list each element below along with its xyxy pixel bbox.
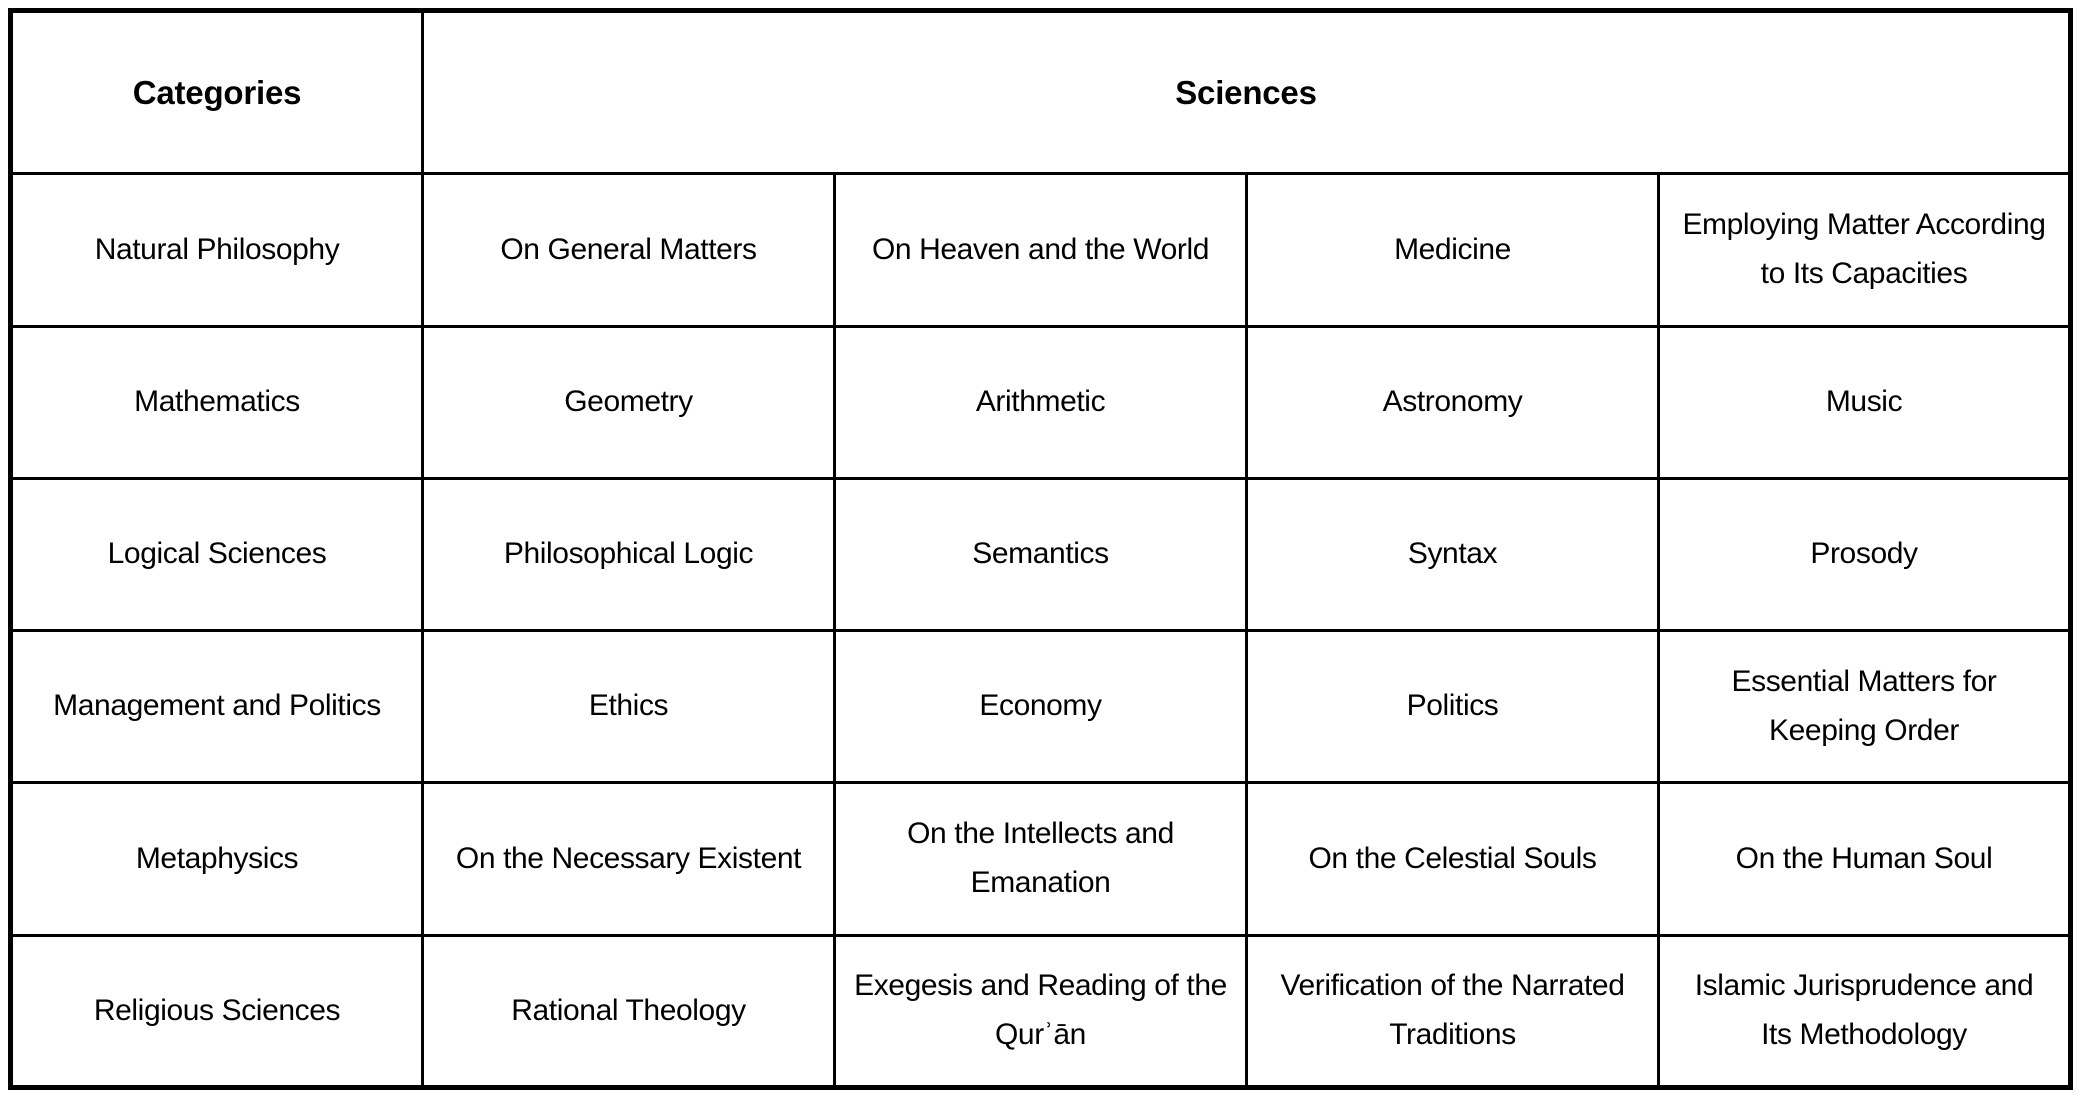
science-cell: Islamic Jurisprudence and Its Methodology xyxy=(1659,935,2071,1087)
categories-header-cell: Categories xyxy=(11,11,423,174)
science-cell: Rational Theology xyxy=(423,935,835,1087)
science-cell: Verification of the Narrated Traditions xyxy=(1247,935,1659,1087)
science-cell: Syntax xyxy=(1247,478,1659,630)
table-header-row xyxy=(11,11,2071,174)
science-cell: Geometry xyxy=(423,326,835,478)
science-cell: Ethics xyxy=(423,631,835,783)
science-cell: Essential Matters for Keeping Order xyxy=(1659,631,2071,783)
science-cell: Astronomy xyxy=(1247,326,1659,478)
science-cell: Semantics xyxy=(835,478,1247,630)
sciences-classification-table xyxy=(8,8,2073,1090)
table-row-natural-philosophy xyxy=(11,174,2071,326)
science-cell: Economy xyxy=(835,631,1247,783)
table-row-management-politics xyxy=(11,631,2071,783)
science-cell: Politics xyxy=(1247,631,1659,783)
science-cell: On the Celestial Souls xyxy=(1247,783,1659,935)
science-cell: Prosody xyxy=(1659,478,2071,630)
category-cell: Logical Sciences xyxy=(11,478,423,630)
category-cell: Mathematics xyxy=(11,326,423,478)
science-cell: On the Human Soul xyxy=(1659,783,2071,935)
science-cell: On Heaven and the World xyxy=(835,174,1247,326)
table-row-mathematics xyxy=(11,326,2071,478)
science-cell: Employing Matter According to Its Capacities xyxy=(1659,174,2071,326)
table-row-metaphysics xyxy=(11,783,2071,935)
table-row-religious-sciences xyxy=(11,935,2071,1087)
category-cell: Metaphysics xyxy=(11,783,423,935)
category-cell: Natural Philosophy xyxy=(11,174,423,326)
science-cell: Medicine xyxy=(1247,174,1659,326)
science-cell: Exegesis and Reading of the Qurʾān xyxy=(835,935,1247,1087)
category-cell: Management and Politics xyxy=(11,631,423,783)
science-cell: Arithmetic xyxy=(835,326,1247,478)
sciences-header-cell: Sciences xyxy=(423,11,2071,174)
category-cell: Religious Sciences xyxy=(11,935,423,1087)
science-cell: Music xyxy=(1659,326,2071,478)
science-cell: On the Intellects and Emanation xyxy=(835,783,1247,935)
table-row-logical-sciences xyxy=(11,478,2071,630)
science-cell: On the Necessary Existent xyxy=(423,783,835,935)
science-cell: Philosophical Logic xyxy=(423,478,835,630)
science-cell: On General Matters xyxy=(423,174,835,326)
